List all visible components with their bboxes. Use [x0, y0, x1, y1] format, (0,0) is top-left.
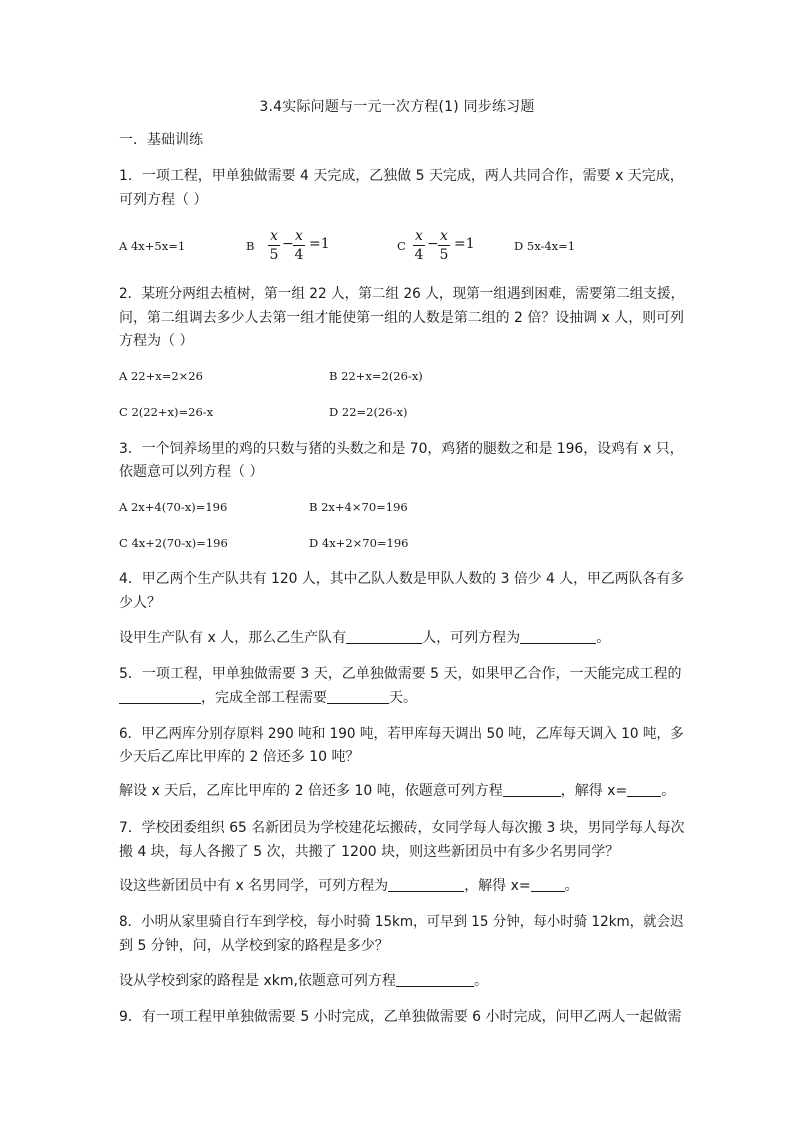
question-1-option-a: A 4x+5x=1: [119, 239, 186, 253]
question-1-option-b-letter: B: [246, 239, 255, 253]
answer-blank[interactable]: [346, 629, 422, 644]
question-4-line-3: [119, 629, 679, 647]
page-title: 3.4实际问题与一元一次方程(1) 同步练习题: [259, 99, 535, 115]
denominator: 5: [439, 247, 449, 263]
minus-sign: −: [427, 236, 439, 252]
question-3-line-1: 3．一个饲养场里的鸡的只数与猪的头数之和是 70，鸡猪的腿数之和是 196，设鸡有 x 只，: [119, 441, 684, 457]
prompt-text: 设这些新团员中有 x 名男同学，可列方程为: [119, 878, 389, 894]
prompt-text: 。: [473, 973, 488, 989]
prompt-text: ，完成全部工程需要: [201, 690, 327, 706]
fraction-bar: [268, 245, 280, 246]
question-2-line-1: 2．某班分两组去植树，第一组 22 人，第二组 26 人，现第一组遇到困难，需要第二组支援，: [119, 286, 685, 302]
question-5-line-2: [119, 689, 679, 707]
question-3-option-b: B 2x+4×70=196: [309, 500, 408, 514]
prompt-text: 。: [661, 783, 676, 799]
answer-blank[interactable]: [119, 689, 201, 704]
question-6-line-3: [119, 782, 679, 800]
prompt-text: 。: [596, 630, 611, 646]
question-2-option-a: A 22+x=2×26: [119, 369, 203, 383]
question-3-option-c: C 4x+2(70-x)=196: [119, 536, 228, 550]
question-1-line-1: 1．一项工程，甲单独做需要 4 天完成，乙独做 5 天完成，两人共同合作，需要 x 天完成，: [119, 168, 684, 184]
prompt-text: 设甲生产队有 x 人，那么乙生产队有: [119, 630, 347, 646]
question-7-line-1: 7．学校团委组织 65 名新团员为学校建花坛搬砖，女同学每人每次搬 3 块，男同学每人每次: [119, 820, 685, 836]
answer-blank[interactable]: [388, 877, 464, 892]
answer-blank[interactable]: [327, 689, 389, 704]
question-4-line-1: 4．甲乙两个生产队共有 120 人，其中乙队人数是甲队人数的 3 倍少 4 人，甲乙两队各有多: [119, 571, 685, 587]
question-1-option-b-fraction-1: [268, 228, 280, 263]
question-8-line-3: [119, 972, 679, 990]
answer-blank[interactable]: [396, 972, 474, 987]
answer-blank[interactable]: [503, 782, 561, 797]
question-6-line-2: 少天后乙库比甲库的 2 倍还多 10 吨？: [119, 749, 360, 765]
prompt-text: 人，可列方程为: [422, 630, 521, 646]
question-1-option-c-fraction-2: [438, 228, 450, 263]
question-2-option-b: B 22+x=2(26-x): [329, 369, 423, 383]
prompt-text: 天。: [389, 690, 417, 706]
question-4-line-2: 少人？: [119, 595, 161, 611]
answer-blank[interactable]: [520, 629, 596, 644]
equals-one: =1: [454, 236, 475, 252]
denominator: 4: [414, 247, 424, 263]
numerator: x: [415, 228, 423, 244]
question-2-option-d: D 22=2(26-x): [329, 405, 408, 419]
fraction-bar: [293, 245, 305, 246]
answer-blank[interactable]: [627, 782, 661, 797]
prompt-text: 。: [564, 878, 579, 894]
question-1-option-c-fraction-1: [413, 228, 425, 263]
numerator: x: [270, 228, 278, 244]
question-8-line-1: 8．小明从家里骑自行车到学校，每小时骑 15km，可早到 15 分钟，每小时骑 12km，就会迟: [119, 914, 684, 930]
denominator: 4: [294, 247, 304, 263]
section-heading: 一．基础训练: [119, 132, 203, 148]
question-7-line-2: 搬 4 块，每人各搬了 5 次，共搬了 1200 块，则这些新团员中有多少名男同学？: [119, 844, 620, 860]
question-3-line-2: 依题意可以列方程（ ）: [119, 464, 264, 480]
minus-sign: −: [282, 236, 294, 252]
prompt-text: ，解得 x=: [560, 783, 628, 799]
equals-one: =1: [309, 236, 330, 252]
question-2-line-2: 问，第二组调去多少人去第一组才能使第一组的人数是第二组的 2 倍？设抽调 x 人，则可列: [119, 310, 685, 326]
answer-blank[interactable]: [531, 877, 565, 892]
question-5-line-1: 5．一项工程，甲单独做需要 3 天，乙单独做需要 5 天，如果甲乙合作，一天能完成工程的: [119, 666, 682, 682]
question-7-line-3: [119, 877, 679, 895]
prompt-text: ，解得 x=: [464, 878, 531, 894]
question-1-option-d: D 5x-4x=1: [514, 239, 576, 253]
numerator: x: [295, 228, 303, 244]
question-9-line-1: 9．有一项工程甲单独做需要 5 小时完成，乙单独做需要 6 小时完成，问甲乙两人一起做需: [119, 1009, 682, 1025]
fraction-bar: [438, 245, 450, 246]
question-1-line-2: 可列方程（ ）: [119, 192, 208, 208]
question-6-line-1: 6．甲乙两库分别存原料 290 吨和 190 吨，若甲库每天调出 50 吨，乙库每天调入 10 吨，多: [119, 726, 684, 742]
question-1-option-b-fraction-2: [293, 228, 305, 263]
question-3-option-a: A 2x+4(70-x)=196: [119, 500, 228, 514]
prompt-text: 解设 x 天后，乙库比甲库的 2 倍还多 10 吨，依题意可列方程: [119, 783, 503, 799]
numerator: x: [440, 228, 448, 244]
question-8-line-2: 到 5 分钟，问，从学校到家的路程是多少？: [119, 938, 389, 954]
prompt-text: 设从学校到家的路程是 xkm,依题意可列方程: [119, 973, 396, 989]
question-1-option-c-letter: C: [397, 239, 406, 253]
question-2-option-c: C 2(22+x)=26-x: [119, 405, 214, 419]
question-3-option-d: D 4x+2×70=196: [309, 536, 409, 550]
denominator: 5: [269, 247, 279, 263]
fraction-bar: [413, 245, 425, 246]
question-2-line-3: 方程为（ ）: [119, 333, 194, 349]
